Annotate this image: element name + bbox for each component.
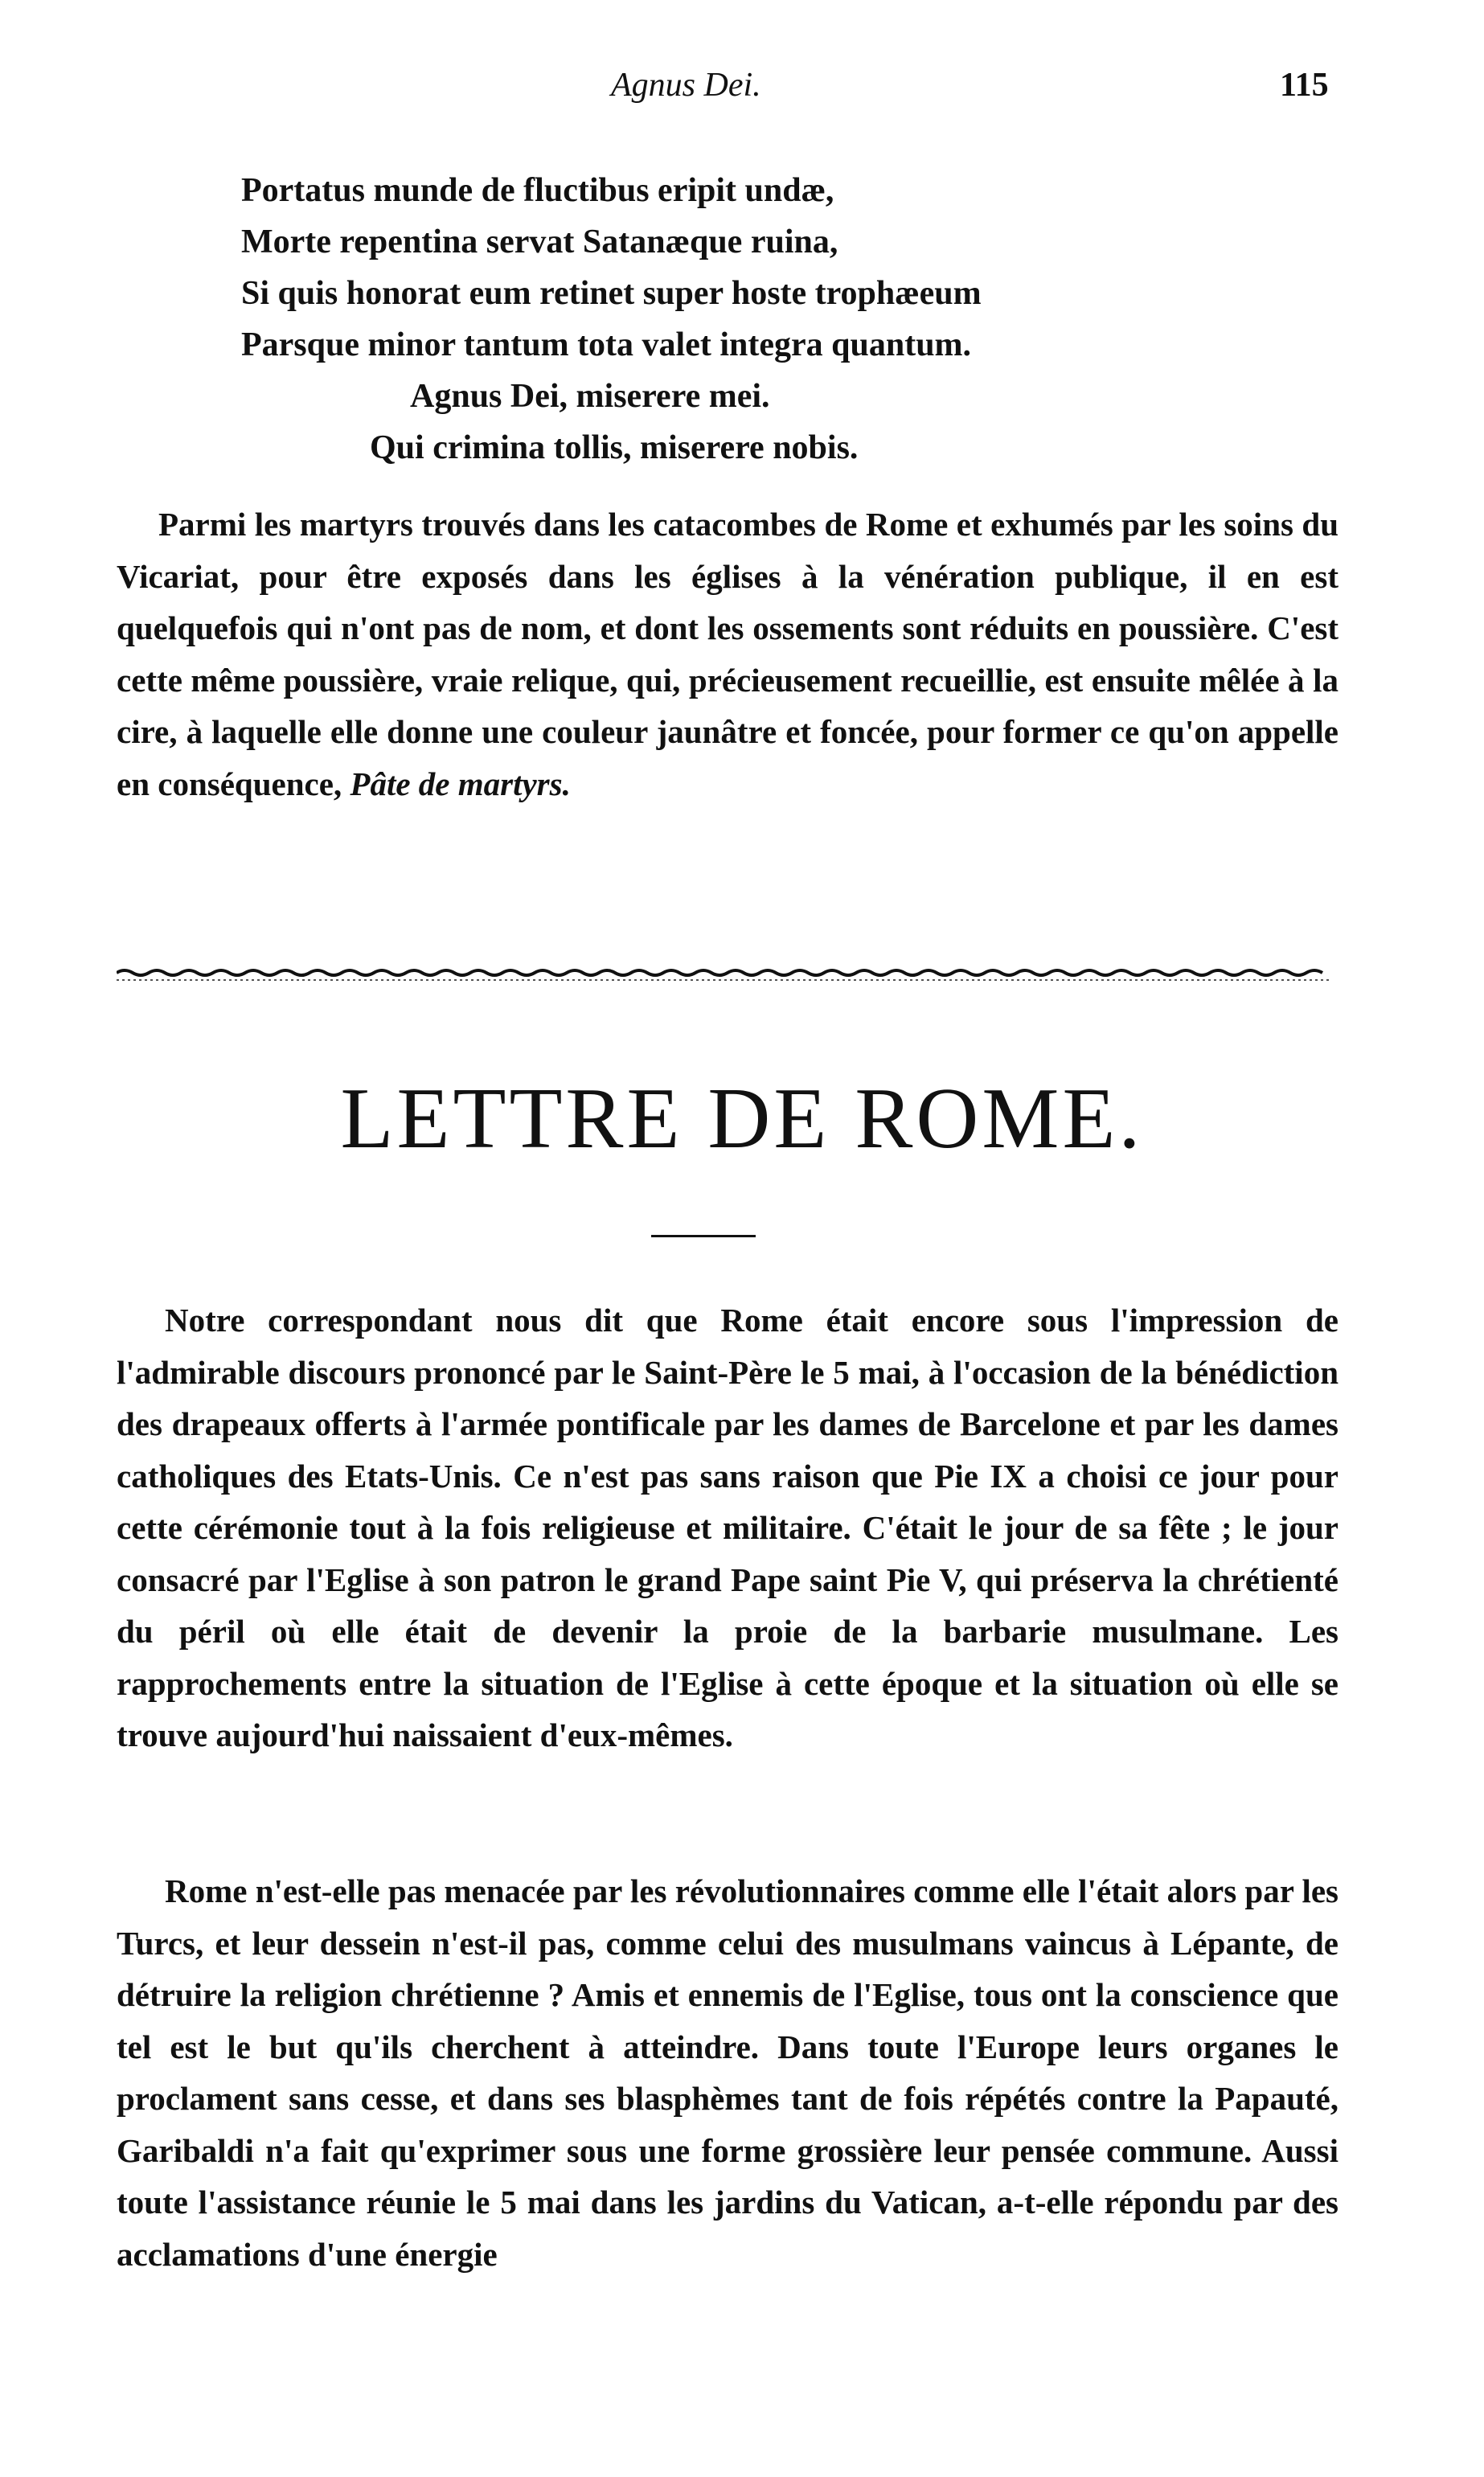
- section-title: LETTRE DE ROME.: [340, 1071, 1144, 1167]
- verse-line: Parsque minor tantum tota valet integra quantum.: [241, 326, 972, 363]
- ornamental-rule: [117, 966, 1330, 986]
- title-underline: [651, 1235, 756, 1237]
- verse-refrain: Qui crimina tollis, miserere nobis.: [370, 429, 859, 466]
- latin-verse: [241, 165, 1367, 474]
- paragraph-martyrs: [117, 498, 1338, 810]
- emphasis-text: Pâte de martyrs.: [350, 765, 571, 802]
- verse-line: Portatus munde de fluctibus eripit undæ,: [241, 172, 834, 209]
- verse-refrain: Agnus Dei, miserere mei.: [410, 378, 770, 415]
- paragraph-rome-menace: Rome n'est-elle pas menacée par les révolutionnaires comme elle l'était alors par les Turcs, et leur dessein n'est-il pas, comme celui des musulmans vaincus à Lépante, de détruire la religion chrétienne ? Amis et ennemis de l'Eglise, tous ont la conscience que tel est le but qu'ils cherchent à atteindre. Dans toute l'Europe leurs organes le proclament sans cesse, et dans ses blasphèmes tant de fois répétés contre la Papauté, Garibaldi n'a fait qu'exprimer sous une forme grossière leur pensée commune. Aussi toute l'assistance réunie le 5 mai dans les jardins du Vatican, a-t-elle répondu par des acclamations d'une énergie: [117, 1872, 1338, 2273]
- verse-line: Si quis honorat eum retinet super hoste trophæeum: [241, 275, 982, 312]
- paragraph-correspondent: Notre correspondant nous dit que Rome était encore sous l'impression de l'admirable discours prononcé par le Saint-Père le 5 mai, à l'occasion de la bénédiction des drapeaux offerts à l'armée pontificale par les dames de Barcelone et par les dames catholiques des Etats-Unis. Ce n'est pas sans raison que Pie IX a choisi ce jour pour cette cérémonie tout à la fois religieuse et militaire. C'était le jour de sa fête ; le jour consacré par l'Eglise à son patron le grand Pape saint Pie V, qui préserva la chrétienté du péril où elle était de devenir la proie de la barbarie musulmane. Les rapprochements entre la situation de l'Eglise à cette époque et la situation où elle se trouve aujourd'hui naissaient d'eux-mêmes.: [117, 1302, 1338, 1753]
- paragraph-text: Parmi les martyrs trouvés dans les catacombes de Rome et exhumés par les soins du Vicariat, pour être exposés dans les églises à la vénération publique, il en est quelquefois qui n'ont pas de nom, et dont les ossements sont réduits en poussière. C'est cette même poussière, vraie relique, qui, précieusement recueillie, est ensuite mêlée à la cire, à laquelle elle donne une couleur jaunâtre et foncée, pour former ce qu'on appelle en conséquence,: [117, 506, 1338, 802]
- running-title: Agnus Dei.: [611, 67, 761, 104]
- running-header: [0, 66, 1484, 122]
- verse-line: Morte repentina servat Satanæque ruina,: [241, 224, 838, 260]
- page-number: 115: [1280, 67, 1329, 104]
